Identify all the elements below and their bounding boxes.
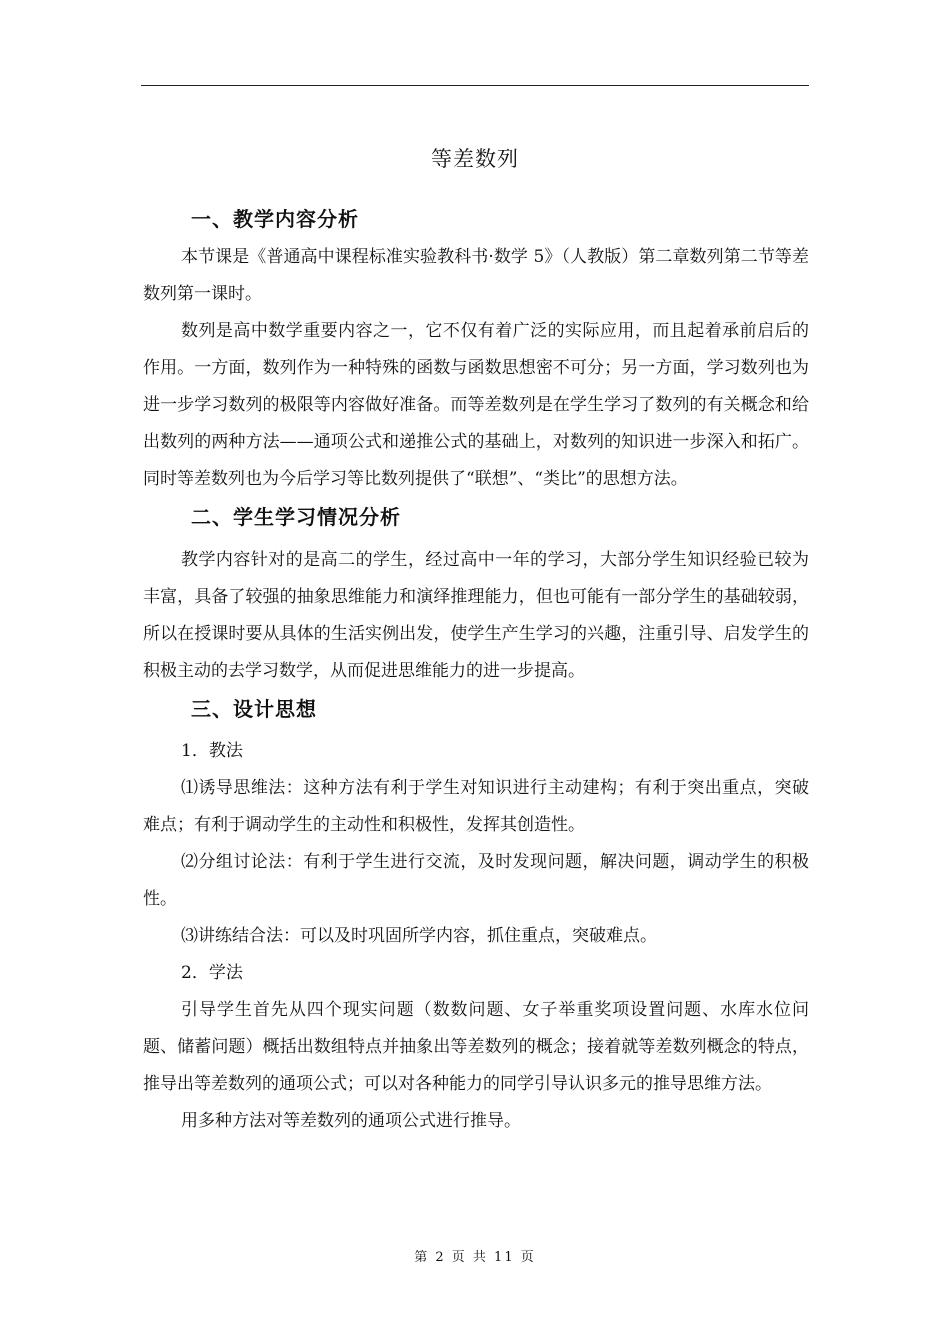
subheading-teaching-method: 1．教法 [181,741,243,761]
page-number-footer: 第 2 页 共 11 页 [414,1250,536,1265]
paragraph-learning-guidance: 引导学生首先从四个现实问题（数数问题、女子举重奖项设置问题、水库水位问题、储蓄问题）概括出数组特点并抽象出等差数列的概念；接着就等差数列概念的特点，推导出等差数列的通项公式；可以对各种能力的同学引导认识多元的推导思维方法。 [143,1000,809,1094]
paragraph-method-induction: ⑴诱导思维法：这种方法有利于学生对知识进行主动建构；有利于突出重点，突破难点；有利于调动学生的主动性和积极性，发挥其创造性。 [143,778,809,835]
section-heading-content-analysis: 一、教学内容分析 [191,207,359,231]
paragraph-student-situation: 教学内容针对的是高二的学生，经过高中一年的学习，大部分学生知识经验已较为丰富，具备了较强的抽象思维能力和演绎推理能力，但也可能有一部分学生的基础较弱，所以在授课时要从具体的生活实例出发，使学生产生学习的兴趣，注重引导、启发学生的积极主动的去学习数学，从而促进思维能力的进一步提高。 [143,550,809,681]
paragraph-method-practice: ⑶讲练结合法：可以及时巩固所学内容，抓住重点，突破难点。 [181,926,657,946]
section-heading-design-idea: 三、设计思想 [191,697,317,721]
paragraph-course-info: 本节课是《普通高中课程标准实验教科书·数学 5》（人教版）第二章数列第二节等差数列第一课时。 [143,247,809,304]
paragraph-formula-derivation: 用多种方法对等差数列的通项公式进行推导。 [181,1111,521,1131]
paragraph-sequence-importance: 数列是高中数学重要内容之一，它不仅有着广泛的实际应用，而且起着承前启后的作用。一方面，数列作为一种特殊的函数与函数思想密不可分；另一方面，学习数列也为进一步学习数列的极限等内容做好准备。而等差数列是在学生学习了数列的有关概念和给出数列的两种方法——通项公式和递推公式的基础上，对数列的知识进一步深入和拓广。同时等差数列也为今后学习等比数列提供了“联想”、“类比”的思想方法。 [143,321,809,489]
document-title: 等差数列 [431,147,519,171]
subheading-learning-method: 2．学法 [181,963,243,983]
document-body [143,200,809,1140]
paragraph-method-group-discussion: ⑵分组讨论法：有利于学生进行交流，及时发现问题，解决问题，调动学生的积极性。 [143,852,809,909]
section-heading-student-analysis: 二、学生学习情况分析 [191,505,401,529]
header-rule [141,85,809,86]
